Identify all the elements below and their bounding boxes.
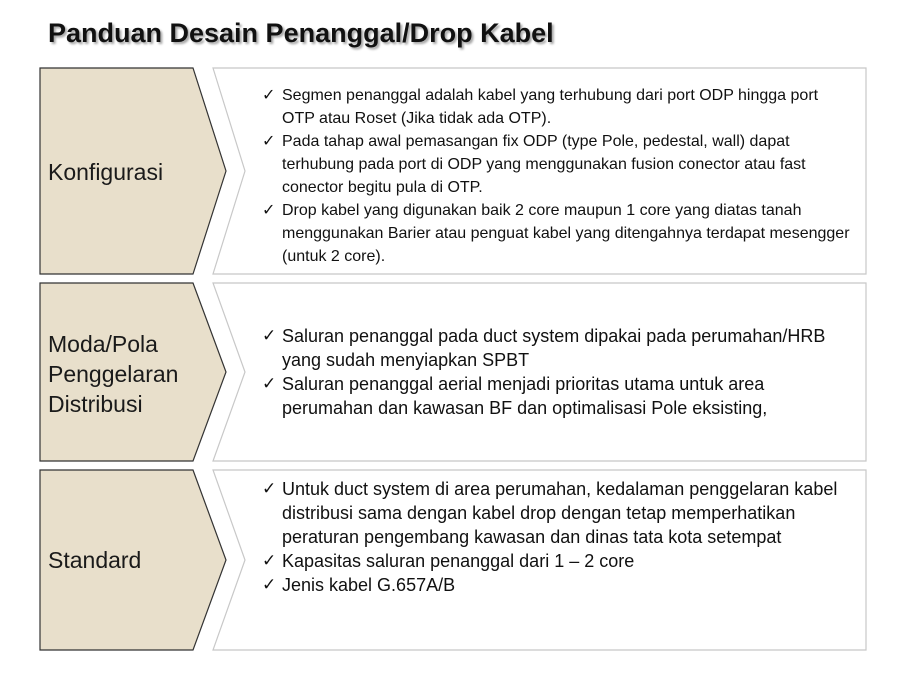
- label-line: Moda/Pola: [48, 331, 158, 357]
- section-moda-pola: [0, 281, 900, 463]
- bullet-item: [262, 372, 852, 420]
- check-icon: ✓: [262, 202, 276, 219]
- label-line: Standard: [48, 547, 142, 573]
- section-label: [48, 546, 141, 574]
- section-label: [48, 329, 178, 419]
- label-line: Distribusi: [48, 391, 143, 417]
- bullet-list: [262, 477, 852, 597]
- check-icon: ✓: [262, 87, 276, 104]
- bullet-text: Kapasitas saluran penanggal dari 1 – 2 core: [282, 551, 635, 571]
- bullet-text: Segmen penanggal adalah kabel yang terhubung dari port ODP hingga port OTP atau Roset (Jika tidak ada OTP).: [282, 87, 819, 127]
- bullet-item: [262, 130, 852, 199]
- bullet-item: [262, 477, 852, 549]
- check-icon: ✓: [262, 575, 277, 594]
- section-standard: [0, 468, 900, 652]
- bullet-item: [262, 324, 852, 372]
- page-title: Panduan Desain Penanggal/Drop Kabel: [48, 18, 554, 48]
- label-line: Konfigurasi: [48, 159, 164, 185]
- check-icon: ✓: [262, 551, 277, 570]
- bullet-text: Drop kabel yang digunakan baik 2 core maupun 1 core yang diatas tanah menggunakan Barier atau penguat kabel yang ditengahnya terdapat mesengger (untuk 2 core).: [282, 202, 850, 265]
- section-label: [48, 158, 163, 186]
- check-icon: ✓: [262, 374, 277, 393]
- bullet-item: [262, 84, 852, 130]
- bullet-text: Jenis kabel G.657A/B: [282, 575, 456, 595]
- bullet-list: [262, 84, 852, 268]
- bullet-text: Saluran penanggal aerial menjadi prioritas utama untuk area perumahan dan kawasan BF dan optimalisasi Pole eksisting,: [282, 374, 768, 418]
- check-icon: ✓: [262, 326, 277, 345]
- check-icon: ✓: [262, 133, 276, 150]
- bullet-list: [262, 324, 852, 420]
- bullet-item: [262, 549, 852, 573]
- section-konfigurasi: [0, 66, 900, 276]
- check-icon: ✓: [262, 479, 277, 498]
- bullet-text: Pada tahap awal pemasangan fix ODP (type Pole, pedestal, wall) dapat terhubung pada port di ODP yang menggunakan fusion conector atau fast conector begitu pula di OTP.: [282, 133, 806, 196]
- bullet-text: Untuk duct system di area perumahan, kedalaman penggelaran kabel distribusi sama dengan kabel drop dengan tetap memperhatikan peraturan pengembang kawasan dan dinas tata kota setempat: [282, 479, 838, 547]
- bullet-item: [262, 573, 852, 597]
- label-line: Penggelaran: [48, 361, 179, 387]
- bullet-text: Saluran penanggal pada duct system dipakai pada perumahan/HRB yang sudah menyiapkan SPBT: [282, 326, 826, 370]
- bullet-item: [262, 199, 852, 268]
